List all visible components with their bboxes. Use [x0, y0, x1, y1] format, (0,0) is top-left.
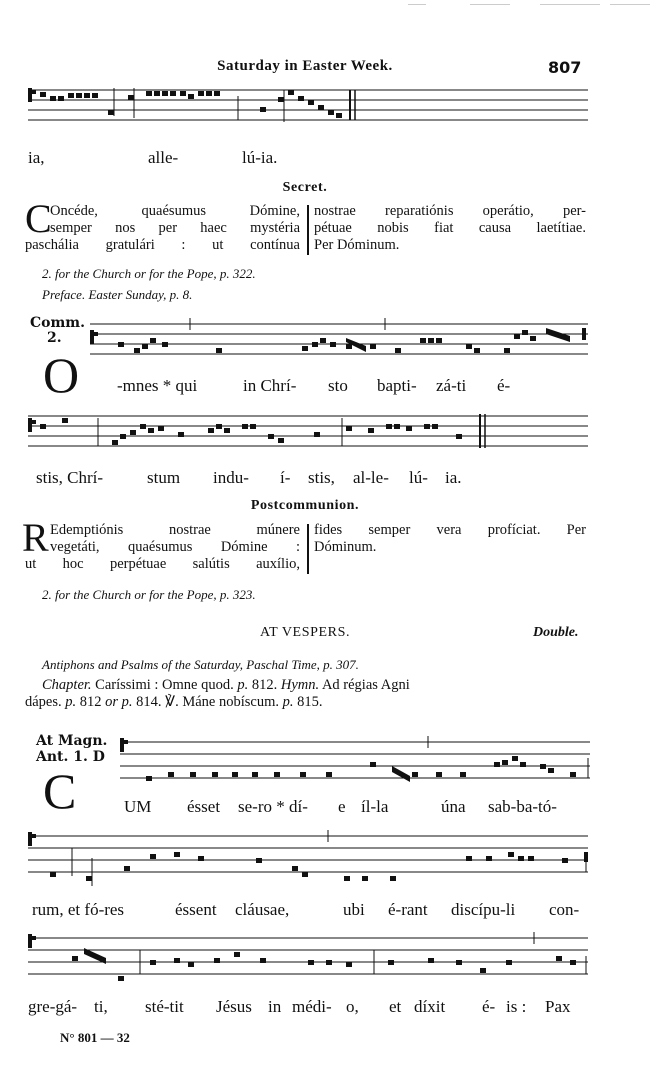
lyric-syllable: -mnes * qui [117, 376, 198, 395]
scan-speck [408, 4, 426, 5]
page-ref: or p. [105, 694, 133, 710]
lyric-syllable: e [338, 797, 346, 816]
lyric-syllable: gre-gá- [28, 997, 78, 1016]
secret-initial: C [25, 196, 52, 241]
secret-left-col [25, 237, 300, 254]
postcommunion-initial: R [22, 515, 49, 560]
postcommunion-left-col [50, 522, 300, 539]
postcommunion-right-col [314, 522, 586, 556]
chant-staff-6 [28, 930, 590, 980]
chapter-text: 815. [293, 694, 323, 710]
secret-line: semper nos per haec mystéria [50, 220, 300, 236]
rubric-church: 2. for the Church or for the Pope, p. 322. [42, 266, 256, 281]
secret-line: nostrae reparatiónis operátio, per- [314, 203, 586, 219]
postcommunion-line: ut hoc perpétuae salútis auxílio, [25, 556, 300, 572]
chapter-line [25, 694, 590, 711]
lyric-syllable: sab-ba-tó- [488, 797, 557, 816]
lyric-syllable: ia, [28, 148, 45, 167]
postcommunion-line: Dóminum. [314, 539, 377, 555]
hymn-label: Hymn. [280, 677, 320, 693]
lyric-syllable: díxit [414, 997, 446, 1016]
chant-staff-5 [28, 828, 590, 890]
postcommunion-left-col [25, 556, 300, 573]
vespers-title: AT VESPERS. [259, 625, 351, 640]
scan-speck [540, 4, 600, 5]
secret-left-col [50, 203, 300, 220]
lyric-syllable: sto [328, 376, 348, 395]
communion-mode: 2. [47, 330, 62, 346]
secret-line: Oncéde, quaésumus Dómine, [50, 203, 300, 219]
lyric-syllable: stum [147, 468, 181, 487]
lyric-syllable: o, [346, 997, 359, 1016]
antiphons-rubric: Antiphons and Psalms of the Saturday, Paschal Time, p. 307. [42, 657, 359, 672]
postcommunion-line: vegetáti, quaésumus Dómine : [50, 539, 300, 555]
chapter-line [42, 677, 590, 694]
secret-line: Per Dóminum. [314, 237, 400, 253]
lyric-syllable: UM [124, 797, 152, 816]
lyric-syllable: con- [549, 900, 580, 919]
postcommunion-line: Edemptiónis nostrae múnere [50, 522, 300, 538]
chant-staff-4 [120, 734, 592, 784]
communion-initial: O [43, 347, 80, 403]
lyric-syllable: Pax [545, 997, 571, 1016]
lyric-syllable: í- [280, 468, 291, 487]
chapter-text: Ad régias Agni [319, 677, 410, 693]
lyric-syllable: cláusae, [235, 900, 290, 919]
lyric-syllable: úna [441, 797, 466, 816]
magnificat-initial: C [43, 763, 77, 819]
lyric-syllable: éssent [175, 900, 217, 919]
postcommunion-left-col [50, 539, 300, 556]
lyric-syllable: ésset [187, 797, 221, 816]
lyric-syllable: et [389, 997, 402, 1016]
chapter-label: Chapter. [42, 677, 92, 693]
chapter-text: 812. [248, 677, 281, 693]
chapter-text: Caríssimi : Omne quod. [91, 677, 238, 693]
lyric-syllable: in Chrí- [243, 376, 297, 395]
lyric-syllable: stis, Chrí- [36, 468, 104, 487]
lyric-syllable: médi- [292, 997, 332, 1016]
secret-right-col [314, 203, 586, 254]
printer-signature: N° 801 — 32 [60, 1030, 130, 1045]
secret-line: paschália gratulári : ut contínua [25, 237, 300, 253]
lyric-syllable: alle- [148, 148, 179, 167]
running-header-title: Saturday in Easter Week. [217, 58, 393, 74]
lyric-syllable: íl-la [361, 797, 389, 816]
lyric-syllable: is : [506, 997, 527, 1016]
secret-left-col [50, 220, 300, 237]
lyric-syllable: ia. [445, 468, 462, 487]
chapter-text: 812 [76, 694, 106, 710]
secret-line: pétuae nobis fiat causa laetítiae. [314, 220, 586, 236]
postcommunion-heading: Postcommunion. [250, 498, 360, 513]
lyric-syllable: bapti- [377, 376, 417, 395]
lyric-syllable: rum, et fó-res [32, 900, 125, 919]
lyric-syllable: é- [497, 376, 511, 395]
column-divider [307, 205, 309, 255]
page-ref: p. [282, 694, 294, 710]
page-number: 807 [548, 58, 582, 77]
column-divider [307, 524, 309, 574]
chapter-text: 814. ℣. Máne nobíscum. [132, 694, 283, 710]
lyric-syllable: al-le- [353, 468, 389, 487]
magnificat-mode: Ant. 1. D [36, 749, 105, 765]
chant-staff-1 [28, 82, 588, 134]
lyric-syllable: se-ro * dí- [238, 797, 308, 816]
chant-staff-2 [90, 318, 590, 364]
lyric-syllable: é- [482, 997, 496, 1016]
page-ref: p. [237, 677, 249, 693]
lyric-syllable: ubi [343, 900, 365, 919]
page-ref: p. [65, 694, 77, 710]
magnificat-label: At Magn. [36, 733, 108, 749]
lyric-syllable: discípu-li [451, 900, 516, 919]
chapter-text: dápes. [25, 694, 66, 710]
secret-heading: Secret. [282, 180, 328, 195]
lyric-syllable: Jésus [216, 997, 252, 1016]
lyric-syllable: lú- [409, 468, 428, 487]
rubric-church: 2. for the Church or for the Pope, p. 323. [42, 587, 256, 602]
lyric-syllable: in [268, 997, 282, 1016]
lyric-syllable: é-rant [388, 900, 428, 919]
communion-label: Comm. [30, 315, 85, 331]
lyric-syllable: stis, [308, 468, 335, 487]
postcommunion-line: fides semper vera profíciat. Per [314, 522, 586, 538]
vespers-rank: Double. [533, 625, 579, 640]
scan-speck [470, 4, 510, 5]
chant-staff-3 [28, 410, 590, 456]
lyric-syllable: sté-tit [145, 997, 184, 1016]
lyric-syllable: indu- [213, 468, 249, 487]
lyric-syllable: zá-ti [436, 376, 467, 395]
lyric-syllable: ti, [94, 997, 108, 1016]
scan-speck [610, 4, 650, 5]
rubric-preface: Preface. Easter Sunday, p. 8. [42, 287, 193, 302]
lyric-syllable: lú-ia. [242, 148, 278, 167]
